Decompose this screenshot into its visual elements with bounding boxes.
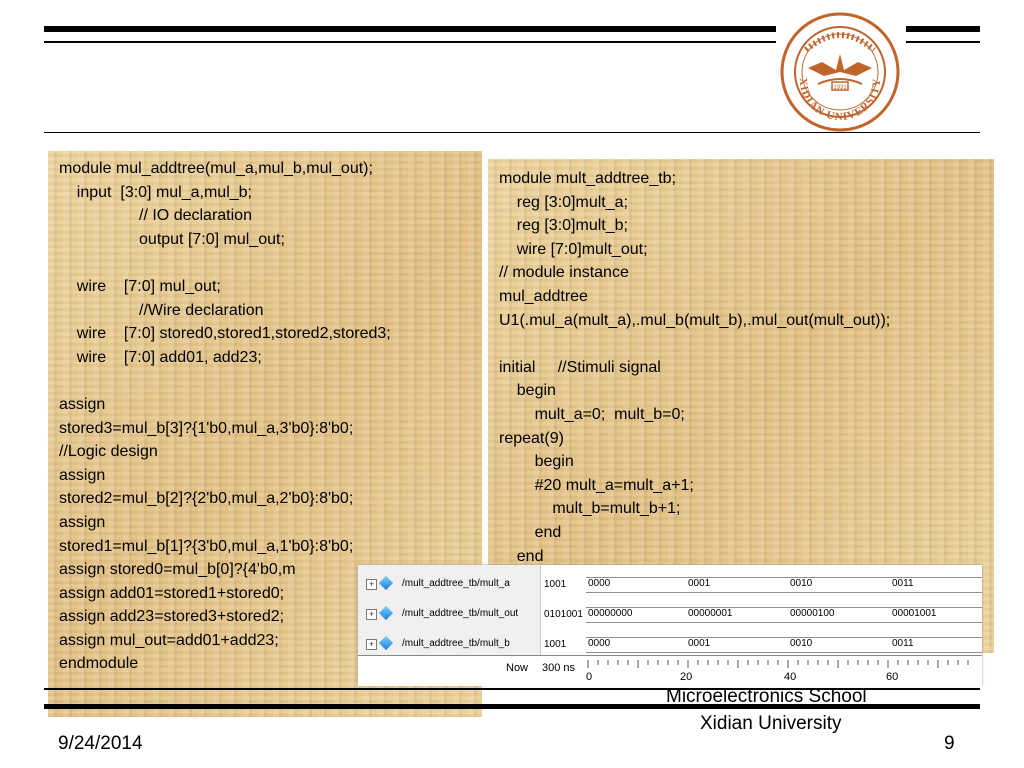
code-line: U1(.mul_a(mult_a),.mul_b(mult_b),.mul_out(mult_out)); [499, 311, 891, 329]
code-line: //Wire declaration [139, 301, 264, 319]
waveform-area[interactable] [586, 565, 982, 655]
now-label: Now [506, 662, 529, 674]
wave-value: 0011 [892, 578, 914, 589]
module-code [59, 157, 391, 676]
code-line: wire [7:0] mul_out; [76, 277, 221, 295]
signal-diamond-icon [379, 606, 393, 620]
code-line: wire [7:0] add01, add23; [76, 348, 262, 366]
tick-label: 0 [586, 671, 593, 683]
code-line: stored1=mul_b[1]?{3'b0,mul_a,1'b0}:8'b0; [59, 537, 354, 555]
wave-value: 0000 [588, 638, 611, 649]
code-line: end [499, 547, 544, 565]
code-line: wire [7:0] stored0,stored1,stored2,stored3; [76, 325, 391, 343]
signal-row[interactable] [358, 569, 540, 599]
tick-label: 40 [784, 671, 797, 683]
crest-year: 1931 [833, 85, 847, 91]
university-crest-icon [778, 10, 902, 134]
wave-value: 0011 [892, 638, 914, 649]
signal-value: 1001 [542, 569, 586, 599]
signal-value: 1001 [542, 629, 586, 659]
code-line: assign stored0=mul_b[0]?{4'b0,m [59, 561, 296, 579]
code-line: // module instance [499, 264, 629, 282]
slide-date: 9/24/2014 [58, 733, 143, 754]
header-rule-thin-right [906, 41, 980, 43]
code-line: input [3:0] mul_a,mul_b; [76, 183, 252, 201]
code-line: stored3=mul_b[3]?{1'b0,mul_a,3'b0}:8'b0; [59, 419, 354, 437]
crest-text: XIDIAN UNIVERSITY [796, 77, 884, 124]
signal-name[interactable]: /mult_addtree_tb/mult_out [402, 608, 519, 619]
code-line: assign [59, 466, 106, 484]
code-line: assign add01=stored1+stored0; [59, 584, 285, 602]
code-line: stored2=mul_b[2]?{2'b0,mul_a,2'b0}:8'b0; [59, 490, 354, 508]
wave-value: 00000000 [588, 608, 633, 619]
code-line: // IO declaration [139, 207, 252, 225]
waveform-viewer[interactable] [358, 565, 982, 685]
header-rule-thin [44, 41, 776, 43]
code-line: mul_addtree [499, 287, 588, 305]
page-number: 9 [944, 733, 955, 754]
wave-value: 00001001 [892, 608, 937, 619]
code-line: begin [516, 382, 556, 400]
code-line: assign mul_out=add01+add23; [59, 631, 279, 649]
wave-value: 0001 [688, 638, 711, 649]
signal-name[interactable]: /mult_addtree_tb/mult_a [402, 578, 510, 589]
code-line: reg [3:0]mult_a; [516, 193, 628, 211]
code-line: repeat(9) [499, 429, 564, 447]
wave-value: 00000001 [688, 608, 733, 619]
expand-icon[interactable]: + [366, 609, 377, 620]
signal-diamond-icon [379, 576, 393, 590]
tick-label: 60 [886, 671, 899, 683]
header-rule-thick [44, 26, 776, 32]
code-line: assign [59, 513, 106, 531]
code-line: wire [7:0]mult_out; [516, 240, 648, 258]
testbench-code [499, 167, 890, 568]
tick-label: 20 [680, 671, 693, 683]
wave-value: 0010 [790, 638, 813, 649]
wave-value: 0000 [588, 578, 611, 589]
code-line: //Logic design [59, 443, 158, 461]
wave-value: 0001 [688, 578, 711, 589]
header-rule-thick-right [906, 26, 980, 32]
now-value: 300 ns [542, 662, 576, 674]
code-line: begin [534, 453, 574, 471]
signal-name[interactable]: /mult_addtree_tb/mult_b [402, 638, 510, 649]
code-line: module mult_addtree_tb; [499, 170, 676, 187]
wave-value: 00000100 [790, 608, 835, 619]
code-line: endmodule [59, 655, 139, 673]
footer-university: Xidian University [700, 713, 842, 734]
code-line: reg [3:0]mult_b; [516, 217, 628, 235]
code-line: initial //Stimuli signal [499, 358, 661, 376]
code-line: assign [59, 395, 106, 413]
code-line: mult_a=0; mult_b=0; [534, 405, 685, 423]
expand-icon[interactable]: + [366, 579, 377, 590]
code-line: output [7:0] mul_out; [139, 230, 285, 248]
signal-diamond-icon [379, 636, 393, 650]
wave-value: 0010 [790, 578, 813, 589]
footer-school: Microelectronics School [666, 686, 867, 707]
code-line: mult_b=mult_b+1; [552, 500, 681, 518]
code-line: #20 mult_a=mult_a+1; [534, 476, 694, 494]
expand-icon[interactable]: + [366, 639, 377, 650]
code-line: module mul_addtree(mul_a,mul_b,mul_out); [59, 160, 373, 177]
code-line: end [534, 523, 562, 541]
signal-value: 0101001 [542, 599, 586, 629]
signal-row[interactable] [358, 599, 540, 629]
code-line: assign add23=stored3+stored2; [59, 608, 285, 626]
